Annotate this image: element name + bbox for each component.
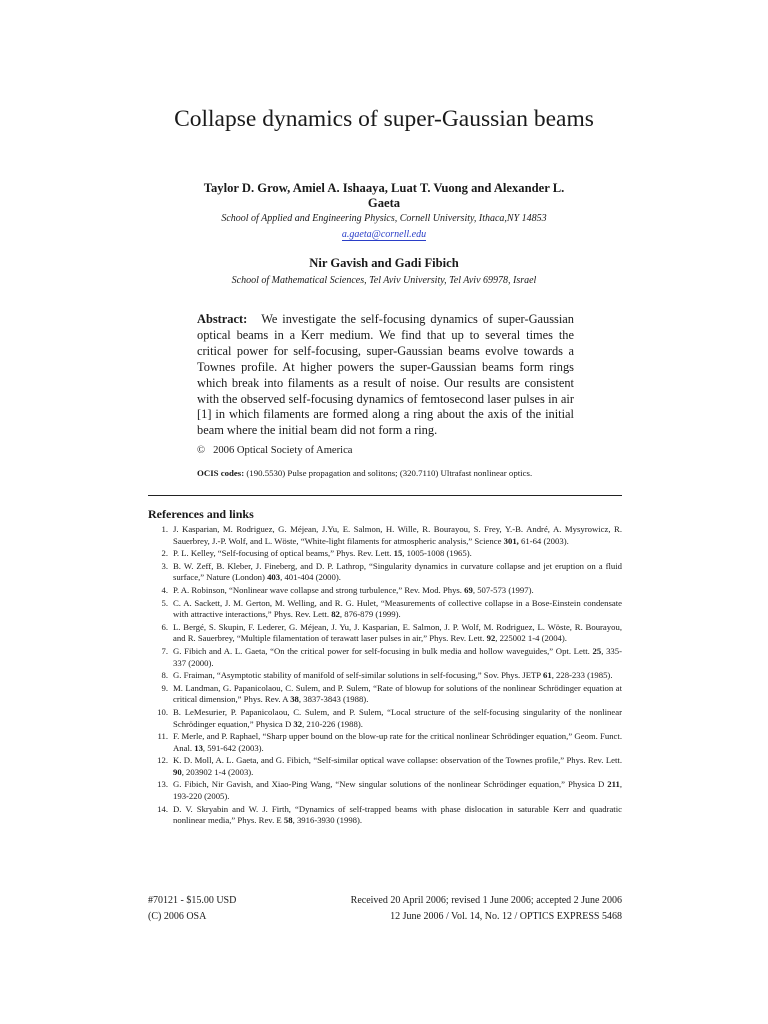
ocis-codes bbox=[197, 467, 597, 479]
reference-text: P. A. Robinson, “Nonlinear wave collapse and strong turbulence,” Rev. Mod. Phys. bbox=[173, 584, 465, 595]
reference-pages: , 193-220 (2005). bbox=[173, 779, 622, 802]
reference-text: P. L. Kelley, “Self-focusing of optical beams,” Phys. Rev. Lett. bbox=[173, 548, 394, 559]
reference-item bbox=[148, 731, 622, 754]
reference-text: B. W. Zeff, B. Kleber, J. Fineberg, and D. P. Lathrop, “Singularity dynamics in curvature collapse and jet eruption on a fluid surface,” Nature (London) bbox=[173, 560, 622, 583]
reference-volume: 58 bbox=[283, 815, 293, 826]
author-list-1: Taylor D. Grow, Amiel A. Ishaaya, Luat T. Vuong and Alexander L. Gaeta bbox=[203, 181, 565, 210]
footer-left bbox=[148, 893, 236, 924]
abstract-label: Abstract: bbox=[197, 312, 248, 326]
copyright-icon: © bbox=[197, 445, 206, 456]
reference-text: B. LeMesurier, P. Papanicolaou, C. Sulem, and P. Sulem, “Local structure of the self-focusing singularity of the nonlinear Schrödinger equation,” Physica D bbox=[173, 706, 622, 729]
reference-volume: 92 bbox=[486, 633, 496, 644]
reference-item bbox=[148, 585, 622, 597]
reference-pages: , 876-879 (1999). bbox=[339, 609, 401, 620]
reference-item bbox=[148, 755, 622, 778]
reference-pages: , 210-226 (1988). bbox=[302, 718, 363, 729]
reference-volume: 301, bbox=[503, 535, 519, 546]
reference-pages: 61-64 (2003). bbox=[518, 535, 569, 546]
reference-pages: , 507-573 (1997). bbox=[472, 584, 534, 595]
email-line bbox=[300, 228, 468, 241]
reference-item bbox=[148, 561, 622, 584]
reference-text: J. Kasparian, M. Rodriguez, G. Méjean, J.Yu, E. Salmon, H. Wille, R. Bourayou, S. Frey, Y.-B. André, A. Mysyrowicz, R. Sauerbrey, J.-P. Wolf, and L. Wöste, “White-light filaments for atmospheric analysis,” Science bbox=[173, 524, 622, 546]
reference-number: 11. bbox=[157, 731, 168, 742]
reference-text: C. A. Sackett, J. M. Gerton, M. Welling, and R. G. Hulet, “Measurements of collective collapse in a Bose-Einstein condensate with attractive interactions,” Phys. Rev. Lett. bbox=[173, 597, 622, 620]
reference-item bbox=[148, 598, 622, 621]
reference-number: 5. bbox=[161, 597, 168, 608]
reference-volume: 38 bbox=[290, 694, 299, 705]
reference-pages: , 228-233 (1985). bbox=[551, 670, 613, 681]
reference-item bbox=[148, 622, 622, 645]
footer-price: #70121 - $15.00 USD bbox=[148, 895, 237, 906]
footer-journal-info: 12 June 2006 / Vol. 14, No. 12 / OPTICS EXPRESS 5468 bbox=[390, 910, 622, 922]
reference-volume: 13 bbox=[194, 742, 203, 753]
reference-number: 14. bbox=[157, 803, 168, 814]
affiliation-1: School of Applied and Engineering Physics, Cornell University, Ithaca,NY 14853 bbox=[221, 213, 547, 224]
section-divider bbox=[148, 495, 622, 496]
reference-volume: 15 bbox=[393, 548, 403, 559]
reference-pages: , 401-404 (2000). bbox=[280, 572, 341, 583]
reference-text: G. Fibich and A. L. Gaeta, “On the critical power for self-focusing in bulk media and hollow waveguides,” Opt. Lett. bbox=[173, 645, 593, 656]
reference-number: 7. bbox=[161, 645, 168, 656]
reference-volume: 69 bbox=[464, 584, 473, 595]
reference-volume: 25 bbox=[592, 645, 602, 656]
footer-copyright: (C) 2006 OSA bbox=[148, 910, 207, 922]
author-list-2: Nir Gavish and Gadi Fibich bbox=[309, 256, 459, 270]
reference-number: 8. bbox=[161, 670, 168, 681]
reference-number: 1. bbox=[161, 524, 168, 534]
reference-list bbox=[148, 524, 622, 828]
reference-volume: 32 bbox=[293, 718, 303, 729]
reference-volume: 61 bbox=[543, 670, 552, 681]
ocis-label: OCIS codes: bbox=[197, 468, 245, 478]
reference-volume: 403 bbox=[267, 572, 281, 583]
abstract bbox=[197, 312, 574, 439]
copyright-text: 2006 Optical Society of America bbox=[213, 445, 353, 456]
references-heading: References and links bbox=[148, 507, 254, 521]
reference-item bbox=[148, 524, 622, 547]
reference-number: 3. bbox=[161, 560, 168, 571]
reference-item bbox=[148, 646, 622, 669]
reference-text: G. Fibich, Nir Gavish, and Xiao-Ping Wang, “New singular solutions of the nonlinear Schrödinger equation,” Physica D bbox=[173, 779, 608, 790]
paper-title: Collapse dynamics of super-Gaussian beams bbox=[174, 106, 594, 132]
reference-pages: , 3916-3930 (1998). bbox=[292, 815, 363, 826]
reference-text: F. Merle, and P. Raphael, “Sharp upper bound on the blow-up rate for the critical nonlinear Schrödinger equation,” Geom. Funct. Anal. bbox=[173, 731, 622, 753]
reference-item bbox=[148, 779, 622, 802]
abstract-text: We investigate the self-focusing dynamics of super-Gaussian optical beams in a Kerr medium. We find that up to several times the critical power for self-focusing, super-Gaussian beams evolve towards a Townes profile. At higher powers the super-Gaussian beams form rings which break into filaments as a result of noise. Our results are consistent with the observed self-focusing dynamics of femtosecond laser pulses in air [1] in which filaments are formed along a ring about the axis of the initial beam where the initial beam did not form a ring. bbox=[197, 312, 574, 438]
reference-item bbox=[148, 683, 622, 706]
reference-number: 12. bbox=[157, 755, 168, 766]
reference-text: K. D. Moll, A. L. Gaeta, and G. Fibich, “Self-similar optical wave collapse: observation of the Townes profile,” Phys. Rev. Lett. bbox=[173, 755, 622, 766]
reference-volume: 82 bbox=[331, 609, 340, 620]
footer-right bbox=[351, 893, 622, 924]
reference-pages: , 335-337 (2000). bbox=[173, 645, 622, 668]
reference-volume: 211 bbox=[607, 779, 620, 790]
reference-volume: 90 bbox=[173, 766, 182, 777]
email-link[interactable]: a.gaeta@cornell.edu bbox=[341, 229, 427, 240]
reference-pages: , 3837-3843 (1988). bbox=[298, 694, 369, 705]
copyright-notice bbox=[197, 444, 353, 457]
reference-number: 9. bbox=[161, 682, 168, 693]
reference-pages: , 1005-1008 (1965). bbox=[402, 548, 472, 559]
reference-text: D. V. Skryabin and W. J. Firth, “Dynamics of self-trapped beams with phase dislocation in saturable Kerr and quadratic nonlinear media,” Phys. Rev. E bbox=[173, 803, 622, 826]
reference-pages: , 203902 1-4 (2003). bbox=[181, 766, 254, 777]
reference-item bbox=[148, 707, 622, 730]
reference-number: 6. bbox=[161, 621, 168, 632]
reference-item bbox=[148, 670, 622, 682]
reference-text: G. Fraiman, “Asymptotic stability of manifold of self-similar solutions in self-focusing,” Sov. Phys. JETP bbox=[173, 670, 543, 681]
reference-text: L. Bergé, S. Skupin, F. Lederer, G. Méjean, J. Yu, J. Kasparian, E. Salmon, J. P. Wolf, M. Rodriguez, L. Wöste, R. Bourayou, and R. Sauerbrey, “Multiple filamentation of terawatt laser pulses in air,” Phys. Rev. Lett. bbox=[173, 621, 622, 644]
reference-item bbox=[148, 548, 622, 560]
reference-number: 13. bbox=[157, 779, 168, 790]
affiliation-2: School of Mathematical Sciences, Tel Aviv University, Tel Aviv 69978, Israel bbox=[231, 275, 537, 286]
reference-pages: , 591-642 (2003). bbox=[202, 742, 264, 753]
reference-pages: , 225002 1-4 (2004). bbox=[495, 633, 567, 644]
reference-number: 10. bbox=[157, 706, 168, 717]
footer-dates: Received 20 April 2006; revised 1 June 2006; accepted 2 June 2006 bbox=[350, 895, 622, 906]
reference-number: 4. bbox=[161, 584, 168, 595]
reference-text: M. Landman, G. Papanicolaou, C. Sulem, and P. Sulem, “Rate of blowup for solutions of the nonlinear Schrödinger equation at critical dimension,” Phys. Rev. A bbox=[173, 682, 622, 705]
ocis-text: (190.5530) Pulse propagation and solitons; (320.7110) Ultrafast nonlinear optics. bbox=[246, 468, 533, 478]
reference-item bbox=[148, 804, 622, 827]
reference-number: 2. bbox=[161, 548, 168, 559]
